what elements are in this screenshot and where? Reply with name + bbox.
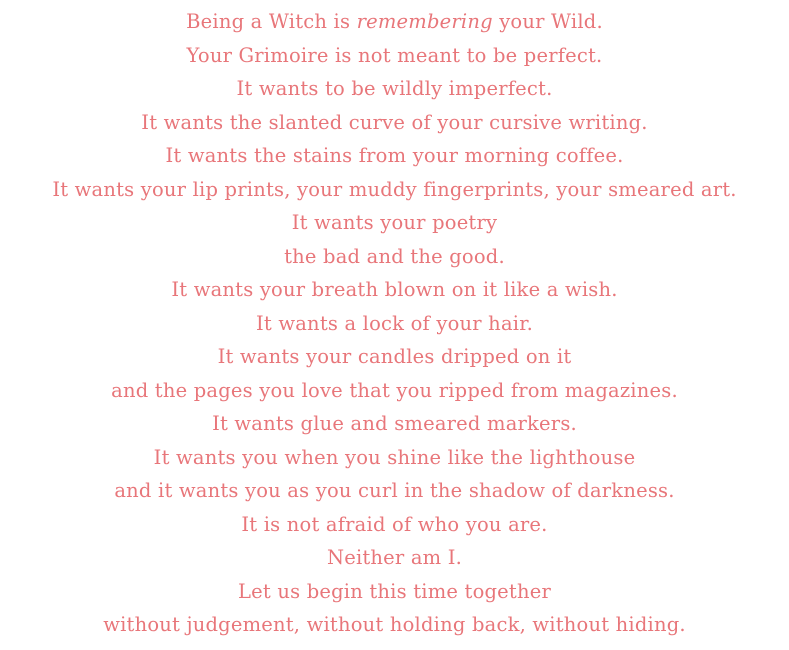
poem-emphasis-remembering: remembering xyxy=(356,10,493,33)
poem-line: It wants the stains from your morning coffee. xyxy=(165,144,624,167)
poem-line: Neither am I. xyxy=(326,546,463,569)
poem-line-remembering-start: Being a Witch is xyxy=(186,10,357,33)
poem-line: Your Grimoire is not meant to be perfect. xyxy=(186,43,603,67)
poem-line: It wants you when you shine like the lighthouse xyxy=(153,445,636,469)
poem-line: without judgement, without holding back, without hiding. xyxy=(103,613,686,636)
poem-line: the bad and the good. xyxy=(284,244,505,268)
poem-line: It wants your lip prints, your muddy fingerprints, your smeared art. xyxy=(52,177,737,201)
poem-line: It wants a lock of your hair. xyxy=(256,311,533,335)
poem-line: and it wants you as you curl in the shadow of darkness. xyxy=(114,479,675,502)
poem-line: It wants glue and smeared markers. xyxy=(212,412,577,435)
poem-line: It wants to be wildly imperfect. xyxy=(236,77,553,100)
poem-line: and the pages you love that you ripped from magazines. xyxy=(111,378,678,402)
poem-line: It wants your poetry xyxy=(291,211,498,234)
poem-line: Let us begin this time together xyxy=(238,579,551,603)
poem-line: It wants the slanted curve of your cursive writing. xyxy=(141,110,648,134)
poem-line-remembering xyxy=(0,5,789,39)
poem-line: It is not afraid of who you are. xyxy=(241,512,548,536)
poem-line: It wants your candles dripped on it xyxy=(217,345,572,368)
poem-text-block xyxy=(0,5,789,642)
poem-line-remembering-end: your Wild. xyxy=(492,10,603,33)
poem-line: It wants your breath blown on it like a wish. xyxy=(171,278,618,301)
